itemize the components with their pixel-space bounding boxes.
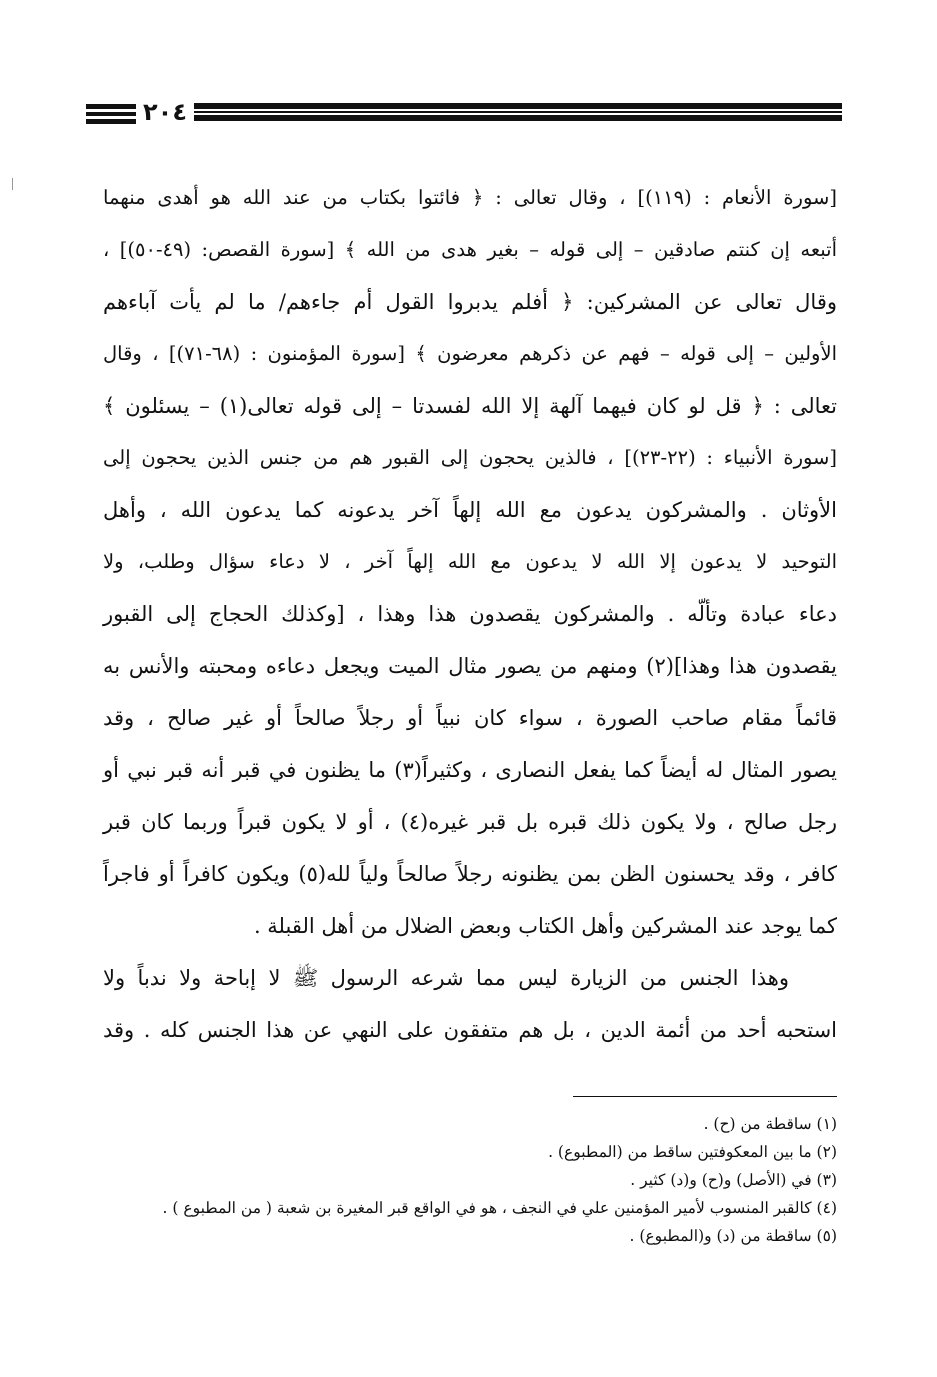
body-text	[103, 172, 837, 1056]
body-line: الأوثان . والمشركون يدعون مع الله إلهاً آخر يدعونه كما يدعون الله ، وأهل	[103, 498, 837, 522]
footnote: (٥) ساقطة من (د) و(المطبوع) .	[629, 1227, 837, 1245]
footnote-separator	[573, 1096, 837, 1097]
page-header	[86, 96, 842, 130]
footnote: (٢) ما بين المعكوفتين ساقط من (المطبوع) .	[548, 1143, 837, 1161]
body-line: [سورة الأنبياء : (٢٢-٢٣)] ، فالذين يحجون إلى القبور هم من جنس الذين يحجون إلى	[103, 446, 838, 469]
body-line: التوحيد لا يدعون إلا الله لا يدعون مع الله إلهاً آخر ، لا دعاء سؤال وطلب، ولا	[103, 550, 837, 573]
header-rule-right	[194, 103, 842, 121]
body-line: كما يوجد عند المشركين وأهل الكتاب وبعض الضلال من أهل القبلة .	[253, 914, 837, 938]
body-line: وقال تعالى عن المشركين: ﴿ أفلم يدبروا القول أم جاءهم/ ما لم يأت آباءهم	[103, 290, 837, 314]
footnote: (١) ساقطة من (ح) .	[703, 1115, 837, 1133]
body-line: وهذا الجنس من الزيارة ليس مما شرعه الرسول ﷺ لا إباحة ولا ندباً ولا	[103, 966, 789, 990]
body-line: استحبه أحد من أئمة الدين ، بل هم متفقون على النهي عن هذا الجنس كله . وقد	[103, 1018, 837, 1042]
footnote: (٤) كالقبر المنسوب لأمير المؤمنين علي في النجف ، هو في الواقع قبر المغيرة بن شعبة ( من المطبوع ) .	[162, 1199, 837, 1217]
body-line: تعالى : ﴿ قل لو كان فيهما آلهة إلا الله لفسدتا – إلى قوله تعالى(١) – يسئلون ﴾	[103, 394, 837, 418]
body-line: دعاء عبادة وتألّه . والمشركون يقصدون هذا وهذا ، [وكذلك الحجاج إلى القبور	[103, 602, 837, 626]
footnotes	[103, 1110, 837, 1250]
body-line: قائماً مقام صاحب الصورة ، سواء كان نبياً أو رجلاً صالحاً أو غير صالح ، وقد	[103, 706, 837, 730]
footnote: (٣) في (الأصل) و(ح) و(د) كثير .	[630, 1171, 837, 1189]
body-line: رجل صالح ، ولا يكون ذلك قبره بل قبر غيره(٤) ، أو لا يكون قبراً وربما كان قبر	[103, 810, 838, 834]
header-rule-left	[86, 104, 136, 124]
page-number: ٢٠٤	[143, 98, 187, 126]
margin-mark	[12, 178, 13, 190]
body-line: الأولين – إلى قوله – فهم عن ذكرهم معرضون ﴾ [سورة المؤمنون : (٦٨-٧١)] ، وقال	[103, 342, 837, 365]
body-line: أتبعه إن كنتم صادقين – إلى قوله – بغير هدى من الله ﴾ [سورة القصص: (٤٩-٥٠)] ،	[103, 238, 837, 261]
body-line: يصور المثال له أيضاً كما يفعل النصارى ، وكثيراً(٣) ما يظنون في قبر أنه قبر نبي أو	[103, 758, 837, 782]
body-line: [سورة الأنعام : (١١٩)] ، وقال تعالى : ﴿ فائتوا بكتاب من عند الله هو أهدى منهما	[103, 186, 837, 209]
body-line: كافر ، وقد يحسنون الظن بمن يظنونه رجلاً صالحاً ولياً لله(٥) ويكون كافراً أو فاجراً	[103, 862, 837, 886]
body-line: يقصدون هذا وهذا](٢) ومنهم من يصور مثال الميت ويجعل دعاءه ومحبته والأنس به	[103, 654, 837, 678]
